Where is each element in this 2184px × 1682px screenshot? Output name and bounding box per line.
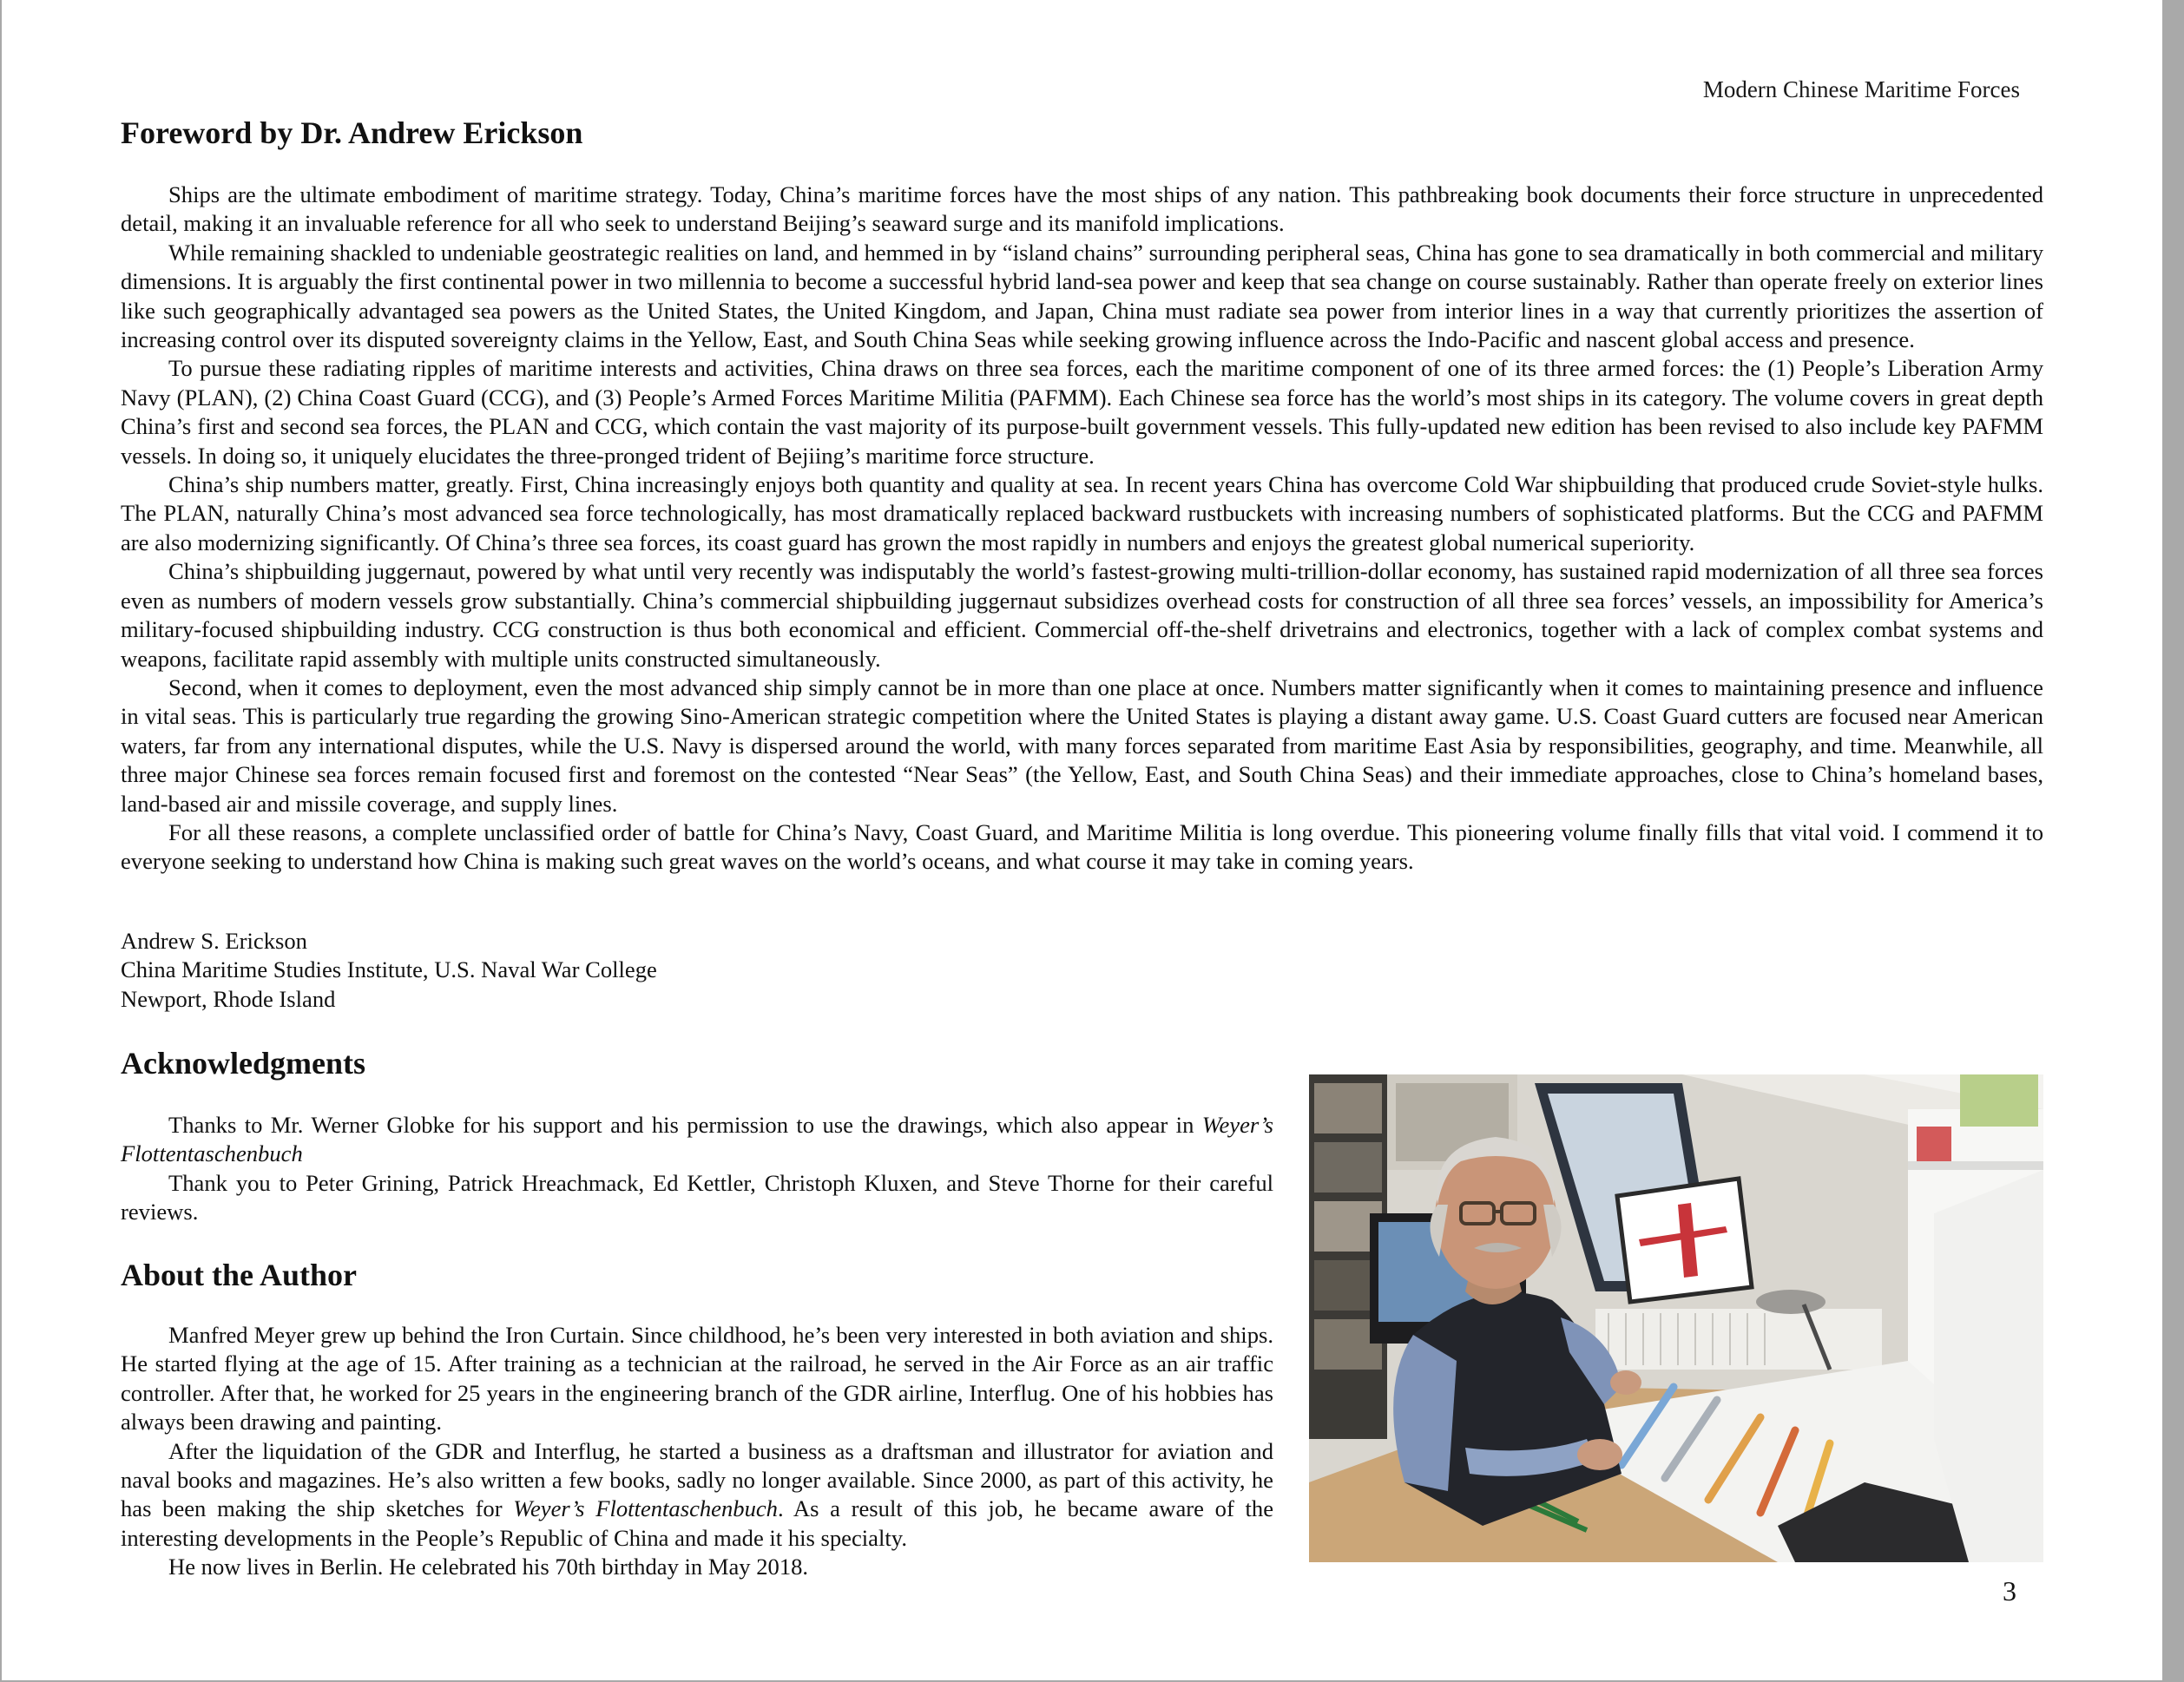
acknowledgments-body [121,1111,1273,1227]
foreword-paragraph: China’s shipbuilding juggernaut, powered by what until very recently was indisputably the world’s fastest-growing multi-trillion-dollar economy, has sustained rapid modernization of all three sea forces even as numbers of modern vessels grow substantially. China’s commercial shipbuilding juggernaut subsidizes overhead costs for construction of all three sea forces’ vessels, an impossibility for America’s military-focused shipbuilding industry. CCG construction is thus both economical and efficient. Commercial off-the-shelf drivetrains and electronics, together with a lack of complex combat systems and weapons, facilitate rapid assembly with multiple units constructed simultaneously. [121,558,2043,672]
about-author-paragraph: After the liquidation of the GDR and Interflug, he started a business as a draftsman and illustrator for aviation and naval books and magazines. He’s also written a few books, sadly no longer available. Since 2000, as part of this activity, he has been making the ship sketches for Weyer’s Flottentaschenbuch. As a result of this job, he became aware of the interesting developments in the People’s Republic of China and made it his specialty. [121,1437,1273,1551]
foreword-signature [121,927,657,1014]
foreword-heading: Foreword by Dr. Andrew Erickson [121,115,583,150]
signature-location: Newport, Rhode Island [121,985,336,1012]
about-author-body [121,1321,1273,1582]
page-number: 3 [2003,1575,2016,1606]
acknowledgments-heading: Acknowledgments [121,1046,366,1081]
signature-affiliation: China Maritime Studies Institute, U.S. Naval War College [121,956,657,983]
running-header: Modern Chinese Maritime Forces [1702,76,2020,102]
foreword-paragraph: To pursue these radiating ripples of maritime interests and activities, China draws on three sea forces, each the maritime component of one of its three armed forces: the (1) People’s Liberation Army Navy (PLAN), (2) China Coast Guard (CCG), and (3) People’s Armed Forces Maritime Militia (PAFMM). Each Chinese sea force has the world’s most ships in its category. The volume covers in great depth China’s first and second sea forces, the PLAN and CCG, which contain the vast majority of its purpose-built government vessels. This fully-updated new edition has been revised to also include key PAFMM vessels. In doing so, it uniquely elucidates the three-pronged trident of Bejiing’s maritime force structure. [121,355,2043,469]
foreword-body [121,181,2043,877]
foreword-paragraph: Ships are the ultimate embodiment of maritime strategy. Today, China’s maritime forces have the most ships of any nation. This pathbreaking book documents their force structure in unprecedented detail, making it an invaluable reference for all who seek to understand Beijing’s seaward surge and its manifold implications. [121,181,2043,237]
about-author-paragraph: He now lives in Berlin. He celebrated his 70th birthday in May 2018. [168,1554,809,1580]
author-photo [1309,1074,2043,1562]
foreword-paragraph: Second, when it comes to deployment, even the most advanced ship simply cannot be in more than one place at once. Numbers matter significantly when it comes to maintaining presence and influence in vital seas. This is particularly true regarding the growing Sino-American strategic competition where the United States is playing a distant away game. U.S. Coast Guard cutters are focused near American waters, far from any international disputes, while the U.S. Navy is dispersed around the world, with many forces separated from maritime East Asia by responsibilities, geography, and time. Meanwhile, all three major Chinese sea forces remain focused first and foremost on the contested “Near Seas” (the Yellow, East, and South China Seas) and their immediate approaches, close to China’s homeland bases, land-based air and missile coverage, and supply lines. [121,673,2043,817]
foreword-paragraph: China’s ship numbers matter, greatly. First, China increasingly enjoys both quantity and quality at sea. In recent years China has overcome Cold War shipbuilding that produced crude Soviet-style hulks. The PLAN, naturally China’s most advanced sea force technologically, has most dramatically replaced backward rustbuckets with increasing numbers of sophisticated platforms. But the CCG and PAFMM are also modernizing significantly. Of China’s three sea forces, its coast guard has grown the most rapidly in numbers and enjoys the greatest global numerical superiority. [121,471,2043,555]
document-page [2,0,2162,1680]
book-title: Weyer’s Flottentaschenbuch [513,1495,778,1522]
signature-name: Andrew S. Erickson [121,928,307,954]
foreword-paragraph: For all these reasons, a complete unclassified order of battle for China’s Navy, Coast Guard, and Maritime Militia is long overdue. This pioneering volume finally fills that vital void. I commend it to everyone seeking to understand how China is making such great waves on the world’s oceans, and what course it may take in coming years. [121,818,2043,875]
foreword-paragraph: While remaining shackled to undeniable geostrategic realities on land, and hemmed in by “island chains” surrounding peripheral seas, China has gone to sea dramatically in both commercial and military dimensions. It is arguably the first continental power in two millennia to become a successful hybrid land-sea power and keep that sea change on course sustainably. Rather than operate freely on exterior lines like such geographically advantaged sea powers as the United States, the United Kingdom, and Japan, China must radiate sea power from interior lines in a way that currently prioritizes the assertion of increasing control over its disputed sovereignty claims in the Yellow, East, and South China Seas while seeking growing influence across the Indo-Pacific and nascent global access and presence. [121,239,2043,353]
about-author-heading: About the Author [121,1258,358,1292]
acknowledgments-paragraph: Thank you to Peter Grining, Patrick Hreachmack, Ed Kettler, Christoph Kluxen, and Steve Thorne for their careful reviews. [121,1169,1273,1225]
acknowledgments-paragraph: Thanks to Mr. Werner Globke for his support and his permission to use the drawings, which also appear in Weyer’s Flottentaschenbuch [121,1112,1273,1167]
book-title: Weyer’s Flottentaschenbuch [121,1112,1273,1167]
about-author-paragraph: Manfred Meyer grew up behind the Iron Curtain. Since childhood, he’s been very interested in both aviation and ships. He started flying at the age of 15. After training as a technician at the railroad, he served in the Air Force as an air traffic controller. After that, he worked for 25 years in the engineering branch of the GDR airline, Interflug. One of his hobbies has always been drawing and painting. [121,1322,1273,1436]
